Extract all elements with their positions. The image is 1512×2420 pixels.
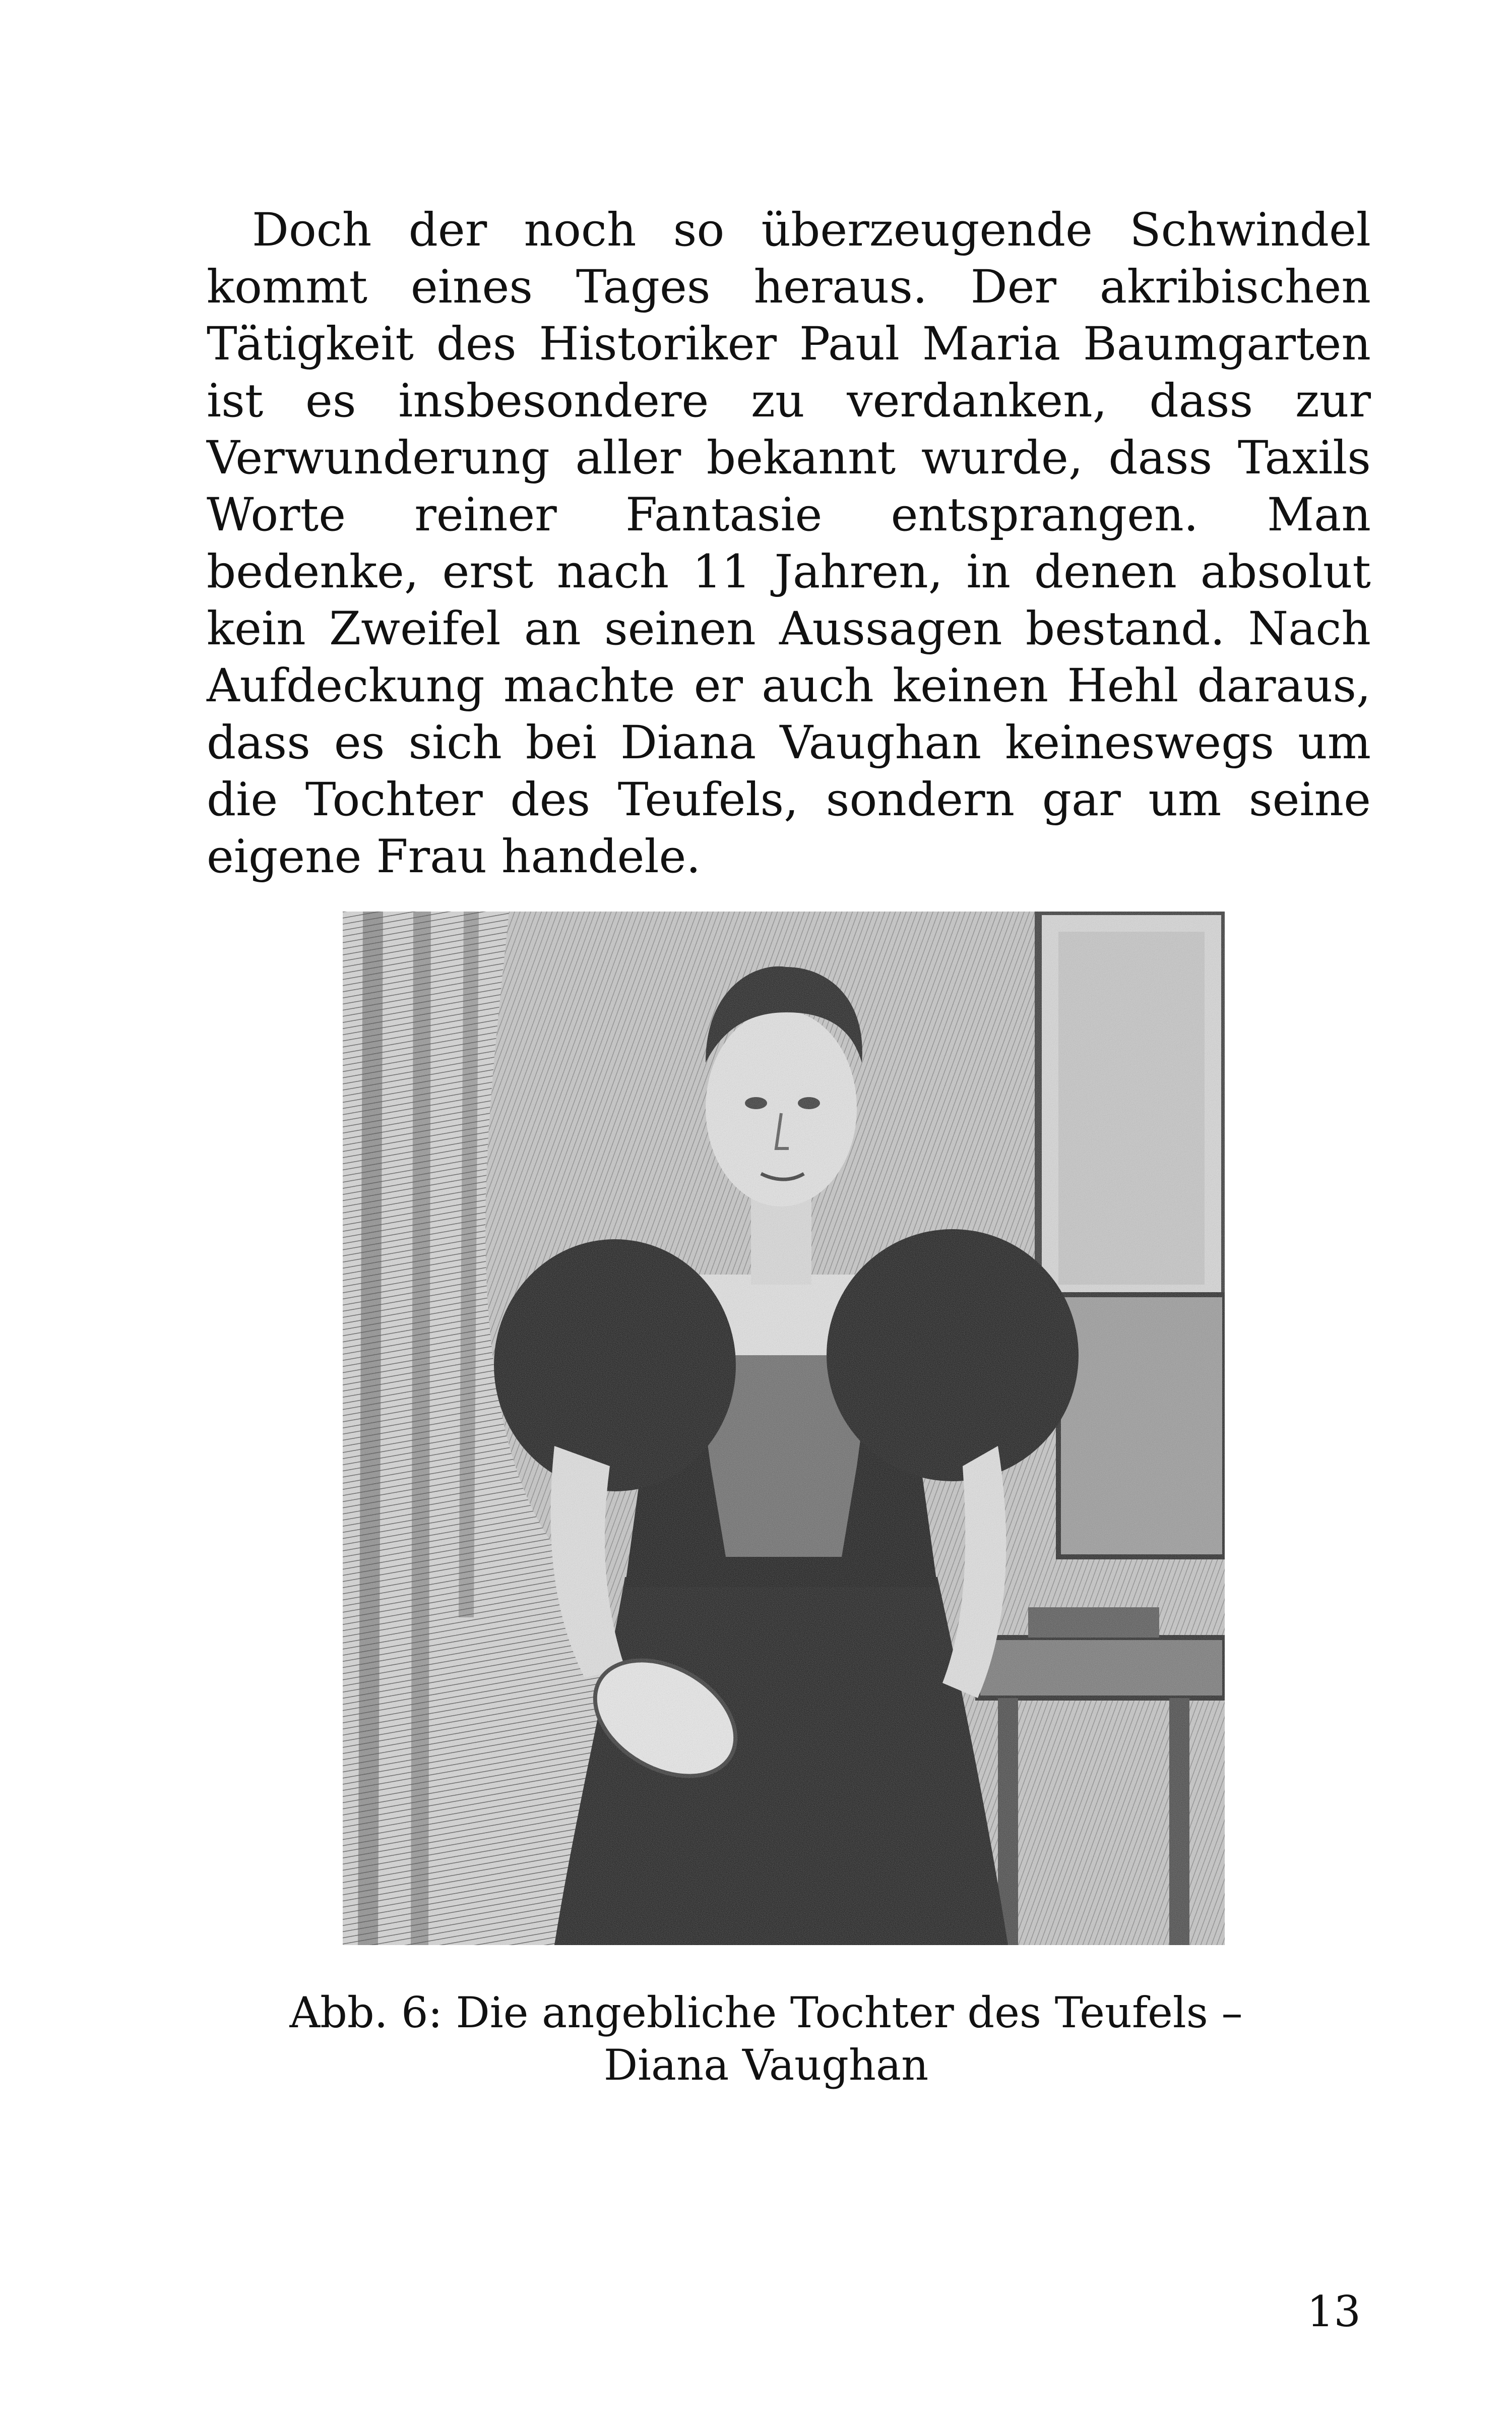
figure-caption-line-2: Diana Vaughan <box>603 2040 929 2090</box>
page-number: 13 <box>1307 2287 1361 2336</box>
portrait-illustration <box>343 912 1225 1945</box>
engraving-portrait-image <box>343 912 1225 1945</box>
body-paragraph: Doch der noch so überzeugende Schwindel kommt eines Tages heraus. Der akribischen Tätigkeit des Historiker Paul Maria Baumgarten ist es insbesondere zu verdanken, dass zur Verwunderung aller bekannt wurde, dass Taxils Worte reiner Fantasie entsprangen. Man bedenke, erst nach 11 Jahren, in denen absolut kein Zweifel an seinen Aussagen bestand. Nach Aufdeckung machte er auch keinen Hehl daraus, dass es sich bei Diana Vaughan keineswegs um die Tochter des Teufels, sondern gar um seine eigene Frau handele. <box>207 204 1371 883</box>
figure-caption-line-1: Abb. 6: Die angebliche Tochter des Teufels – <box>289 1988 1243 2037</box>
figure-caption <box>252 1986 1280 2091</box>
